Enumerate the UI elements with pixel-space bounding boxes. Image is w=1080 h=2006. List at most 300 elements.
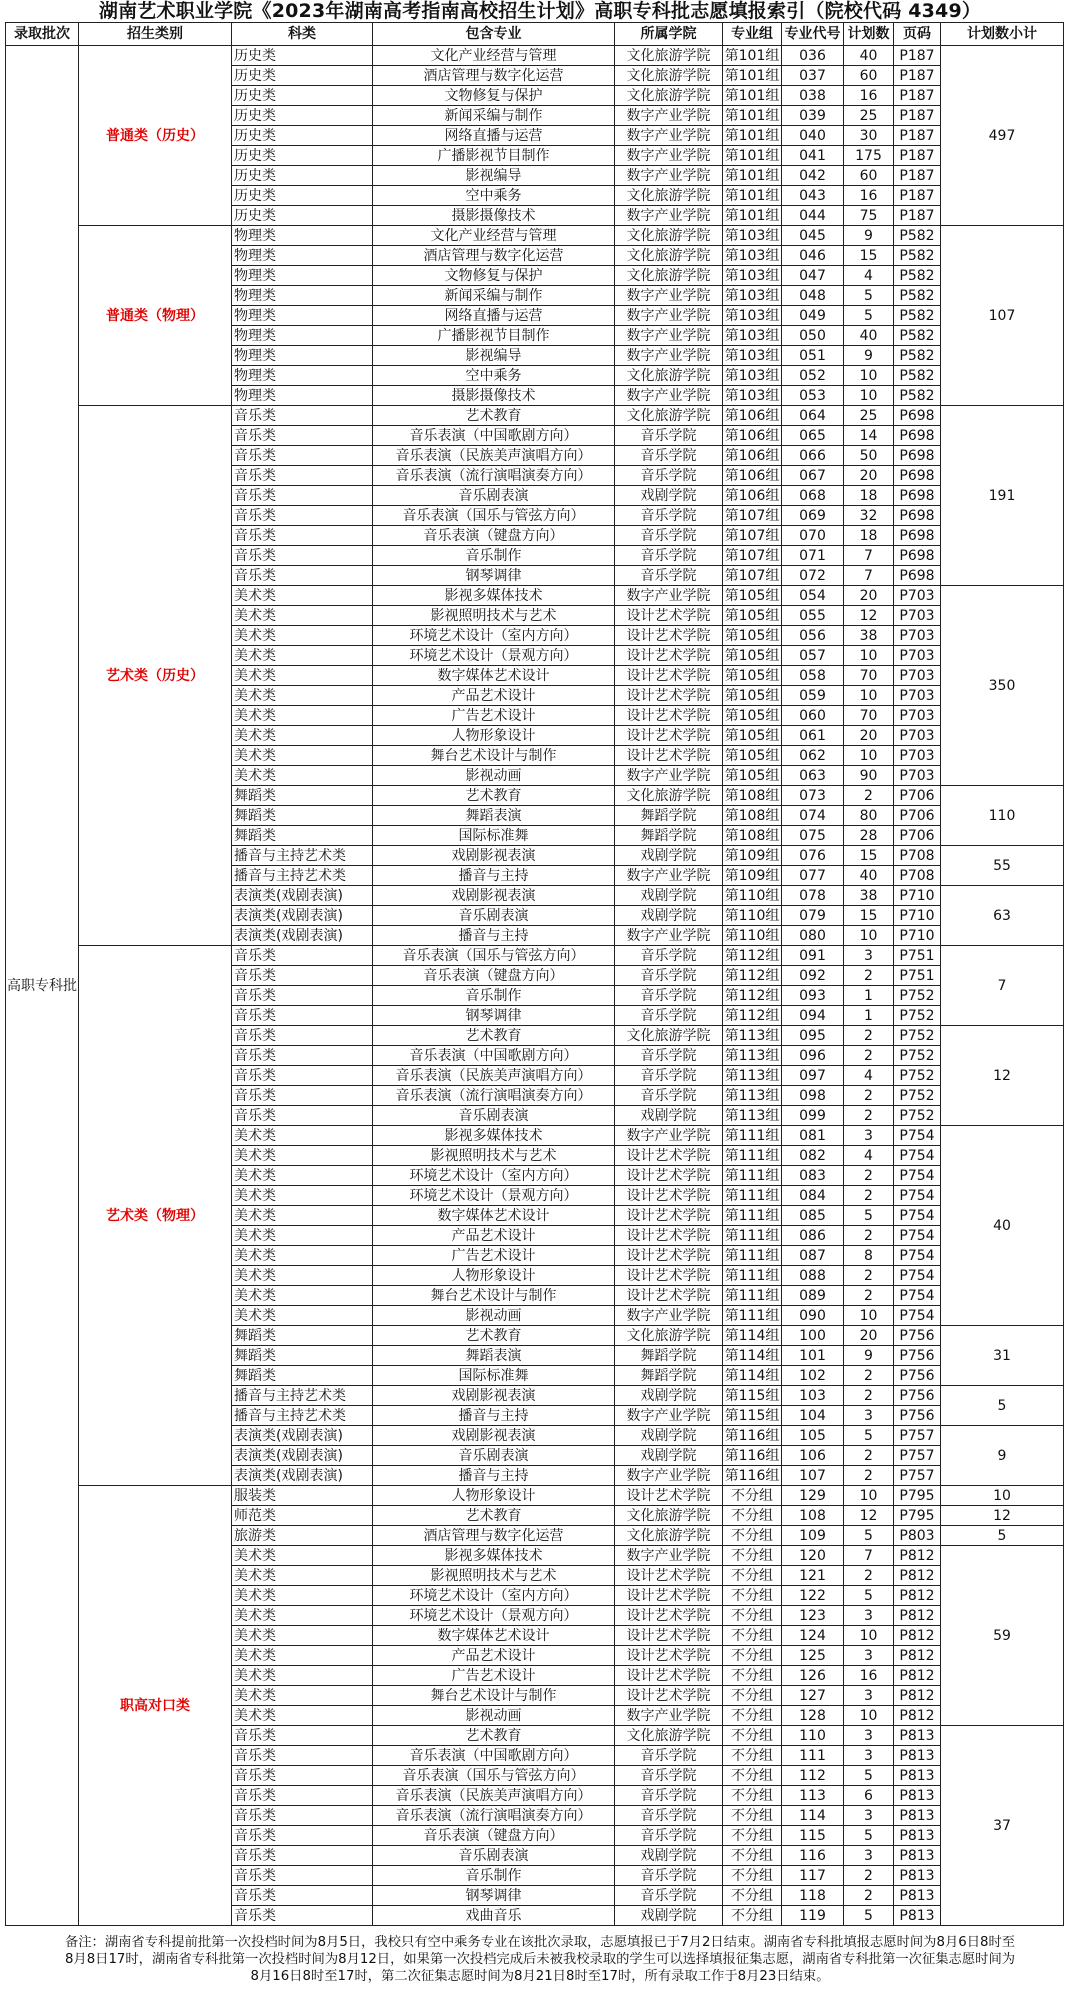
college-cell: 设计艺术学院 [615, 746, 723, 766]
code-cell: 129 [782, 1486, 844, 1506]
major-cell: 数字媒体艺术设计 [373, 1626, 615, 1646]
major-cell: 音乐表演（中国歌剧方向） [373, 1046, 615, 1066]
plan-cell: 5 [844, 1526, 894, 1546]
group-cell: 不分组 [723, 1546, 782, 1566]
code-cell: 062 [782, 746, 844, 766]
college-cell: 音乐学院 [615, 1766, 723, 1786]
major-cell: 人物形象设计 [373, 1486, 615, 1506]
major-cell: 人物形象设计 [373, 726, 615, 746]
group-cell: 第103组 [723, 326, 782, 346]
code-cell: 126 [782, 1666, 844, 1686]
plan-cell: 15 [844, 246, 894, 266]
subject-cell: 音乐类 [232, 566, 373, 586]
plan-cell: 16 [844, 1666, 894, 1686]
group-cell: 第111组 [723, 1166, 782, 1186]
college-cell: 戏剧学院 [615, 1846, 723, 1866]
plan-cell: 2 [844, 1566, 894, 1586]
plan-cell: 40 [844, 46, 894, 66]
col-header: 专业代号 [782, 23, 844, 46]
group-cell: 不分组 [723, 1726, 782, 1746]
group-cell: 第105组 [723, 606, 782, 626]
page-cell: P754 [894, 1286, 941, 1306]
page-cell: P582 [894, 226, 941, 246]
major-cell: 舞台艺术设计与制作 [373, 1286, 615, 1306]
table-row [6, 946, 1064, 966]
subject-cell: 舞蹈类 [232, 786, 373, 806]
code-cell: 079 [782, 906, 844, 926]
plan-cell: 2 [844, 1046, 894, 1066]
group-cell: 第101组 [723, 146, 782, 166]
subject-cell: 美术类 [232, 666, 373, 686]
code-cell: 060 [782, 706, 844, 726]
subject-cell: 音乐类 [232, 1906, 373, 1926]
code-cell: 072 [782, 566, 844, 586]
page-cell: P698 [894, 426, 941, 446]
page-cell: P756 [894, 1366, 941, 1386]
college-cell: 设计艺术学院 [615, 706, 723, 726]
college-cell: 设计艺术学院 [615, 1246, 723, 1266]
code-cell: 041 [782, 146, 844, 166]
code-cell: 083 [782, 1166, 844, 1186]
subject-cell: 历史类 [232, 166, 373, 186]
group-cell: 第111组 [723, 1186, 782, 1206]
group-cell: 不分组 [723, 1586, 782, 1606]
college-cell: 音乐学院 [615, 946, 723, 966]
plan-cell: 9 [844, 1346, 894, 1366]
subject-cell: 师范类 [232, 1506, 373, 1526]
category-cell: 艺术类（历史） [79, 406, 232, 946]
college-cell: 设计艺术学院 [615, 1486, 723, 1506]
college-cell: 文化旅游学院 [615, 66, 723, 86]
college-cell: 数字产业学院 [615, 326, 723, 346]
footnote-line: 备注：湖南省专科提前批第一次投档时间为8月5日，我校只有空中乘务专业在该批次录取，志愿填报已于7月2日结束。湖南省专科批填报志愿时间为8月6日8时至 [64, 1935, 1016, 1950]
subject-cell: 历史类 [232, 86, 373, 106]
plan-cell: 3 [844, 1646, 894, 1666]
major-cell: 环境艺术设计（室内方向） [373, 626, 615, 646]
group-cell: 第103组 [723, 346, 782, 366]
group-cell: 不分组 [723, 1486, 782, 1506]
college-cell: 数字产业学院 [615, 1466, 723, 1486]
major-cell: 播音与主持 [373, 1406, 615, 1426]
page-cell: P698 [894, 526, 941, 546]
plan-cell: 10 [844, 926, 894, 946]
page-cell: P754 [894, 1126, 941, 1146]
college-cell: 数字产业学院 [615, 926, 723, 946]
college-cell: 音乐学院 [615, 1866, 723, 1886]
major-cell: 酒店管理与数字化运营 [373, 66, 615, 86]
college-cell: 戏剧学院 [615, 1386, 723, 1406]
page-cell: P754 [894, 1186, 941, 1206]
code-cell: 102 [782, 1366, 844, 1386]
plan-cell: 10 [844, 646, 894, 666]
college-cell: 数字产业学院 [615, 166, 723, 186]
major-cell: 播音与主持 [373, 1466, 615, 1486]
code-cell: 050 [782, 326, 844, 346]
subtotal-cell: 5 [941, 1386, 1064, 1426]
major-cell: 艺术教育 [373, 1506, 615, 1526]
category-cell: 职高对口类 [79, 1486, 232, 1926]
college-cell: 戏剧学院 [615, 1446, 723, 1466]
college-cell: 设计艺术学院 [615, 1666, 723, 1686]
subject-cell: 美术类 [232, 706, 373, 726]
college-cell: 数字产业学院 [615, 386, 723, 406]
major-cell: 网络直播与运营 [373, 126, 615, 146]
page-cell: P187 [894, 86, 941, 106]
subject-cell: 播音与主持艺术类 [232, 846, 373, 866]
page-cell: P813 [894, 1826, 941, 1846]
code-cell: 044 [782, 206, 844, 226]
college-cell: 设计艺术学院 [615, 1206, 723, 1226]
page-cell: P756 [894, 1406, 941, 1426]
college-cell: 数字产业学院 [615, 1306, 723, 1326]
major-cell: 钢琴调律 [373, 1886, 615, 1906]
subject-cell: 音乐类 [232, 406, 373, 426]
college-cell: 设计艺术学院 [615, 1686, 723, 1706]
subject-cell: 物理类 [232, 366, 373, 386]
code-cell: 109 [782, 1526, 844, 1546]
group-cell: 第114组 [723, 1326, 782, 1346]
plan-cell: 10 [844, 1626, 894, 1646]
major-cell: 广告艺术设计 [373, 1246, 615, 1266]
footnote-line: 8月16日8时至17时，第二次征集志愿时间为8月21日8时至17时，所有录取工作于8月23日结束。 [250, 1969, 830, 1984]
code-cell: 122 [782, 1586, 844, 1606]
code-cell: 097 [782, 1066, 844, 1086]
subject-cell: 表演类(戏剧表演) [232, 1426, 373, 1446]
group-cell: 第113组 [723, 1066, 782, 1086]
plan-cell: 80 [844, 806, 894, 826]
subtotal-cell: 12 [941, 1506, 1064, 1526]
page-cell: P752 [894, 1066, 941, 1086]
college-cell: 设计艺术学院 [615, 1226, 723, 1246]
code-cell: 108 [782, 1506, 844, 1526]
subject-cell: 音乐类 [232, 1046, 373, 1066]
major-cell: 音乐表演（键盘方向） [373, 966, 615, 986]
plan-cell: 2 [844, 1286, 894, 1306]
subject-cell: 服装类 [232, 1486, 373, 1506]
group-cell: 不分组 [723, 1806, 782, 1826]
subject-cell: 历史类 [232, 46, 373, 66]
page-cell: P698 [894, 466, 941, 486]
page-cell: P756 [894, 1386, 941, 1406]
group-cell: 第105组 [723, 666, 782, 686]
major-cell: 音乐表演（民族美声演唱方向） [373, 1066, 615, 1086]
subject-cell: 美术类 [232, 1566, 373, 1586]
major-cell: 戏剧影视表演 [373, 886, 615, 906]
code-cell: 096 [782, 1046, 844, 1066]
code-cell: 088 [782, 1266, 844, 1286]
group-cell: 不分组 [723, 1746, 782, 1766]
college-cell: 音乐学院 [615, 1046, 723, 1066]
page-cell: P752 [894, 986, 941, 1006]
major-cell: 艺术教育 [373, 406, 615, 426]
major-cell: 音乐表演（国乐与管弦方向） [373, 1766, 615, 1786]
group-cell: 不分组 [723, 1826, 782, 1846]
page-cell: P187 [894, 126, 941, 146]
page-cell: P752 [894, 1026, 941, 1046]
code-cell: 082 [782, 1146, 844, 1166]
code-cell: 055 [782, 606, 844, 626]
plan-cell: 2 [844, 1026, 894, 1046]
subject-cell: 音乐类 [232, 1726, 373, 1746]
subject-cell: 美术类 [232, 1226, 373, 1246]
page-cell: P582 [894, 306, 941, 326]
code-cell: 086 [782, 1226, 844, 1246]
plan-cell: 5 [844, 1766, 894, 1786]
code-cell: 101 [782, 1346, 844, 1366]
group-cell: 不分组 [723, 1626, 782, 1646]
plan-cell: 3 [844, 1686, 894, 1706]
subject-cell: 音乐类 [232, 486, 373, 506]
page-cell: P698 [894, 406, 941, 426]
group-cell: 第101组 [723, 126, 782, 146]
major-cell: 广播影视节目制作 [373, 146, 615, 166]
subject-cell: 舞蹈类 [232, 806, 373, 826]
subject-cell: 音乐类 [232, 1026, 373, 1046]
group-cell: 第105组 [723, 706, 782, 726]
major-cell: 文物修复与保护 [373, 86, 615, 106]
group-cell: 不分组 [723, 1686, 782, 1706]
college-cell: 舞蹈学院 [615, 1366, 723, 1386]
college-cell: 音乐学院 [615, 966, 723, 986]
page-cell: P754 [894, 1246, 941, 1266]
major-cell: 摄影摄像技术 [373, 386, 615, 406]
plan-cell: 3 [844, 1846, 894, 1866]
page-cell: P812 [894, 1626, 941, 1646]
code-cell: 059 [782, 686, 844, 706]
major-cell: 网络直播与运营 [373, 306, 615, 326]
plan-cell: 2 [844, 1086, 894, 1106]
plan-cell: 5 [844, 1826, 894, 1846]
page-cell: P754 [894, 1166, 941, 1186]
group-cell: 第101组 [723, 186, 782, 206]
group-cell: 第110组 [723, 926, 782, 946]
group-cell: 第101组 [723, 166, 782, 186]
college-cell: 设计艺术学院 [615, 666, 723, 686]
group-cell: 不分组 [723, 1906, 782, 1926]
page-cell: P812 [894, 1706, 941, 1726]
group-cell: 第111组 [723, 1146, 782, 1166]
plan-cell: 20 [844, 586, 894, 606]
code-cell: 092 [782, 966, 844, 986]
subject-cell: 音乐类 [232, 1826, 373, 1846]
subject-cell: 物理类 [232, 326, 373, 346]
plan-cell: 25 [844, 406, 894, 426]
group-cell: 第109组 [723, 846, 782, 866]
plan-cell: 14 [844, 426, 894, 446]
subject-cell: 音乐类 [232, 426, 373, 446]
page-cell: P698 [894, 446, 941, 466]
table-row [6, 226, 1064, 246]
subject-cell: 美术类 [232, 766, 373, 786]
college-cell: 音乐学院 [615, 526, 723, 546]
college-cell: 戏剧学院 [615, 846, 723, 866]
subtotal-cell: 63 [941, 886, 1064, 946]
page-cell: P812 [894, 1686, 941, 1706]
page-cell: P813 [894, 1766, 941, 1786]
plan-cell: 10 [844, 1486, 894, 1506]
major-cell: 新闻采编与制作 [373, 106, 615, 126]
page-cell: P795 [894, 1506, 941, 1526]
group-cell: 不分组 [723, 1526, 782, 1546]
code-cell: 110 [782, 1726, 844, 1746]
major-cell: 文化产业经营与管理 [373, 226, 615, 246]
group-cell: 第101组 [723, 106, 782, 126]
page-cell: P752 [894, 1106, 941, 1126]
college-cell: 数字产业学院 [615, 146, 723, 166]
code-cell: 073 [782, 786, 844, 806]
subject-cell: 音乐类 [232, 1066, 373, 1086]
group-cell: 第101组 [723, 86, 782, 106]
plan-cell: 3 [844, 1726, 894, 1746]
college-cell: 舞蹈学院 [615, 826, 723, 846]
group-cell: 第103组 [723, 286, 782, 306]
plan-cell: 175 [844, 146, 894, 166]
group-cell: 第108组 [723, 806, 782, 826]
subject-cell: 音乐类 [232, 1786, 373, 1806]
college-cell: 音乐学院 [615, 1886, 723, 1906]
group-cell: 第107组 [723, 506, 782, 526]
group-cell: 第111组 [723, 1306, 782, 1326]
group-cell: 第105组 [723, 626, 782, 646]
plan-cell: 4 [844, 1066, 894, 1086]
major-cell: 舞蹈表演 [373, 1346, 615, 1366]
subject-cell: 音乐类 [232, 1806, 373, 1826]
major-cell: 环境艺术设计（室内方向） [373, 1586, 615, 1606]
subject-cell: 美术类 [232, 1646, 373, 1666]
major-cell: 音乐制作 [373, 1866, 615, 1886]
subject-cell: 美术类 [232, 1686, 373, 1706]
code-cell: 127 [782, 1686, 844, 1706]
plan-cell: 60 [844, 66, 894, 86]
page-cell: P703 [894, 746, 941, 766]
major-cell: 戏剧影视表演 [373, 1386, 615, 1406]
page-cell: P708 [894, 846, 941, 866]
group-cell: 第103组 [723, 246, 782, 266]
code-cell: 054 [782, 586, 844, 606]
subject-cell: 美术类 [232, 1586, 373, 1606]
group-cell: 第116组 [723, 1446, 782, 1466]
subtotal-cell: 59 [941, 1546, 1064, 1726]
college-cell: 音乐学院 [615, 426, 723, 446]
plan-cell: 5 [844, 1426, 894, 1446]
page-cell: P813 [894, 1786, 941, 1806]
page-cell: P757 [894, 1466, 941, 1486]
code-cell: 093 [782, 986, 844, 1006]
subject-cell: 物理类 [232, 386, 373, 406]
major-cell: 戏剧影视表演 [373, 1426, 615, 1446]
footnote [5, 1926, 1075, 1985]
plan-cell: 2 [844, 1106, 894, 1126]
code-cell: 039 [782, 106, 844, 126]
major-cell: 广告艺术设计 [373, 706, 615, 726]
group-cell: 第111组 [723, 1126, 782, 1146]
college-cell: 设计艺术学院 [615, 606, 723, 626]
col-header: 科类 [232, 23, 373, 46]
college-cell: 音乐学院 [615, 1006, 723, 1026]
plan-cell: 2 [844, 966, 894, 986]
plan-cell: 10 [844, 686, 894, 706]
major-cell: 艺术教育 [373, 786, 615, 806]
major-cell: 空中乘务 [373, 186, 615, 206]
code-cell: 063 [782, 766, 844, 786]
plan-cell: 70 [844, 706, 894, 726]
subject-cell: 历史类 [232, 66, 373, 86]
plan-cell: 5 [844, 1206, 894, 1226]
major-cell: 影视照明技术与艺术 [373, 1566, 615, 1586]
group-cell: 第107组 [723, 526, 782, 546]
subject-cell: 美术类 [232, 1206, 373, 1226]
group-cell: 第112组 [723, 986, 782, 1006]
page-cell: P703 [894, 626, 941, 646]
college-cell: 戏剧学院 [615, 1106, 723, 1126]
table-row [6, 406, 1064, 426]
college-cell: 音乐学院 [615, 986, 723, 1006]
major-cell: 艺术教育 [373, 1726, 615, 1746]
code-cell: 118 [782, 1886, 844, 1906]
group-cell: 第106组 [723, 446, 782, 466]
major-cell: 人物形象设计 [373, 1266, 615, 1286]
plan-cell: 6 [844, 1786, 894, 1806]
major-cell: 影视照明技术与艺术 [373, 1146, 615, 1166]
plan-cell: 40 [844, 326, 894, 346]
page-cell: P756 [894, 1326, 941, 1346]
page-cell: P703 [894, 646, 941, 666]
footnote-line: 8月8日17时，湖南省专科批第一次投档时间为8月12日，如果第一次投档完成后未被我校录取的学生可以选择填报征集志愿，湖南省专科批第一次征集志愿时间为 [64, 1952, 1016, 1967]
subject-cell: 表演类(戏剧表演) [232, 926, 373, 946]
table-row [6, 46, 1064, 66]
code-cell: 040 [782, 126, 844, 146]
subject-cell: 音乐类 [232, 1086, 373, 1106]
plan-cell: 18 [844, 486, 894, 506]
group-cell: 第113组 [723, 1106, 782, 1126]
subject-cell: 表演类(戏剧表演) [232, 886, 373, 906]
code-cell: 112 [782, 1766, 844, 1786]
code-cell: 104 [782, 1406, 844, 1426]
subject-cell: 历史类 [232, 146, 373, 166]
plan-cell: 2 [844, 1166, 894, 1186]
subtotal-cell: 497 [941, 46, 1064, 226]
college-cell: 数字产业学院 [615, 586, 723, 606]
code-cell: 094 [782, 1006, 844, 1026]
page-cell: P582 [894, 386, 941, 406]
group-cell: 第107组 [723, 546, 782, 566]
plan-cell: 50 [844, 446, 894, 466]
subject-cell: 舞蹈类 [232, 1326, 373, 1346]
code-cell: 077 [782, 866, 844, 886]
page-cell: P703 [894, 586, 941, 606]
major-cell: 影视动画 [373, 1306, 615, 1326]
code-cell: 125 [782, 1646, 844, 1666]
college-cell: 戏剧学院 [615, 1906, 723, 1926]
major-cell: 音乐表演（中国歌剧方向） [373, 1746, 615, 1766]
college-cell: 设计艺术学院 [615, 1606, 723, 1626]
major-cell: 艺术教育 [373, 1026, 615, 1046]
college-cell: 戏剧学院 [615, 1426, 723, 1446]
code-cell: 056 [782, 626, 844, 646]
plan-cell: 30 [844, 126, 894, 146]
college-cell: 设计艺术学院 [615, 1186, 723, 1206]
plan-cell: 10 [844, 386, 894, 406]
group-cell: 不分组 [723, 1606, 782, 1626]
group-cell: 第108组 [723, 826, 782, 846]
major-cell: 文化产业经营与管理 [373, 46, 615, 66]
major-cell: 产品艺术设计 [373, 686, 615, 706]
subject-cell: 美术类 [232, 1286, 373, 1306]
code-cell: 106 [782, 1446, 844, 1466]
plan-cell: 1 [844, 986, 894, 1006]
subject-cell: 物理类 [232, 226, 373, 246]
group-cell: 第101组 [723, 66, 782, 86]
